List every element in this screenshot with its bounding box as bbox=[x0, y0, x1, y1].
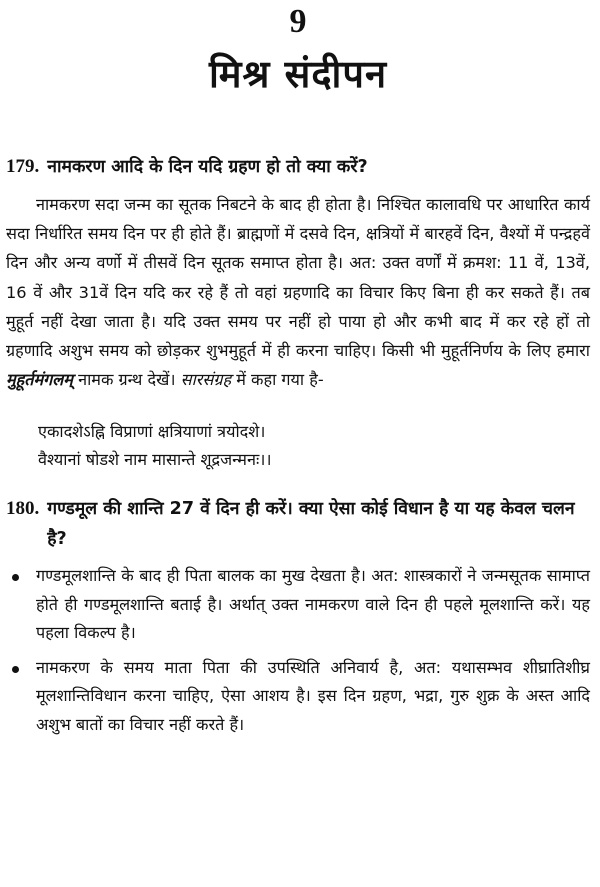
question-179-heading bbox=[6, 152, 590, 182]
answer-text-part2: नामक ग्रन्थ देखें। bbox=[78, 370, 176, 390]
bullet-text: गण्डमूलशान्ति के बाद ही पिता बालक का मुख देखता है। अत: शास्त्रकारों ने जन्मसूतक सामाप्त होते ही गण्डमूलशान्ति बताई है। अर्थात् उक्त नामकरण वाले दिन ही पहले मूलशान्ति करें। यह पहला विकल्प है। bbox=[36, 566, 590, 643]
bullet-dot-icon bbox=[12, 666, 19, 673]
bullet-item bbox=[6, 654, 590, 740]
verse-line-1: एकादशेऽह्नि विप्राणां क्षत्रियाणां त्रयोदशे। bbox=[38, 422, 266, 442]
question-179-number: 179. bbox=[6, 156, 40, 177]
question-180-bullets bbox=[6, 562, 590, 739]
question-180-heading bbox=[6, 494, 590, 554]
verse-line-2: वैश्यानां षोडशे नाम मासान्ते शूद्रजन्मनः।। bbox=[38, 450, 272, 470]
answer-text-part1: नामकरण सदा जन्म का सूतक निबटने के बाद ही होता है। निश्चित कालावधि पर आधारित कार्य सदा निर्धारित समय दिन पर ही होते हैं। ब्राह्मणों में दसवे दिन, क्षत्रियों में बारहवें दिन, वैश्यों में पन्द्रहवें दिन और अन्य वर्णो में तीसवें दिन सूतक समाप्त होता है। अत: उक्त वर्णों में क्रमश: 11 वें, 13वें, 16 वें और 31वें दिन यदि कर रहे हैं तो वहां ग्रहणादि का विचार किए बिना ही कर सकते हैं। तब मुहूर्त नहीं देखा जाता है। यदि उक्त समय पर नहीं हो पाया हो और कभी बाद में कर रहे हों तो ग्रहणादि अशुभ समय को छोड़कर शुभमुहूर्त में ही करना चाहिए। किसी भी मुहूर्तनिर्णय के लिए हमारा bbox=[6, 195, 590, 361]
question-180-number: 180. bbox=[6, 498, 40, 520]
bullet-item bbox=[6, 562, 590, 648]
chapter-title: मिश्र संदीपन bbox=[208, 52, 388, 96]
question-179-answer bbox=[6, 190, 590, 394]
book-name: मुहूर्तमंगलम् bbox=[6, 370, 73, 390]
source-name: सारसंग्रह bbox=[180, 370, 232, 390]
question-179-text: नामकरण आदि के दिन यदि ग्रहण हो तो क्या करें? bbox=[47, 157, 368, 177]
sanskrit-verse bbox=[38, 418, 590, 474]
question-180-text: गण्डमूल की शान्ति 27 वें दिन ही करें। क्या ऐसा कोई विधान है या यह केवल चलन है? bbox=[47, 499, 575, 550]
bullet-text: नामकरण के समय माता पिता की उपस्थिति अनिवार्य है, अत: यथासम्भव शीघ्रातिशीघ्र मूलशान्तिविधान करना चाहिए, ऐसा आशय है। इस दिन ग्रहण, भद्रा, गुरु शुक्र के अस्त आदि अशुभ बातों का विचार नहीं करते हैं। bbox=[36, 657, 590, 734]
answer-text-part3: में कहा गया है- bbox=[236, 370, 324, 390]
bullet-dot-icon bbox=[12, 574, 19, 581]
chapter-number: 9 bbox=[289, 3, 307, 40]
